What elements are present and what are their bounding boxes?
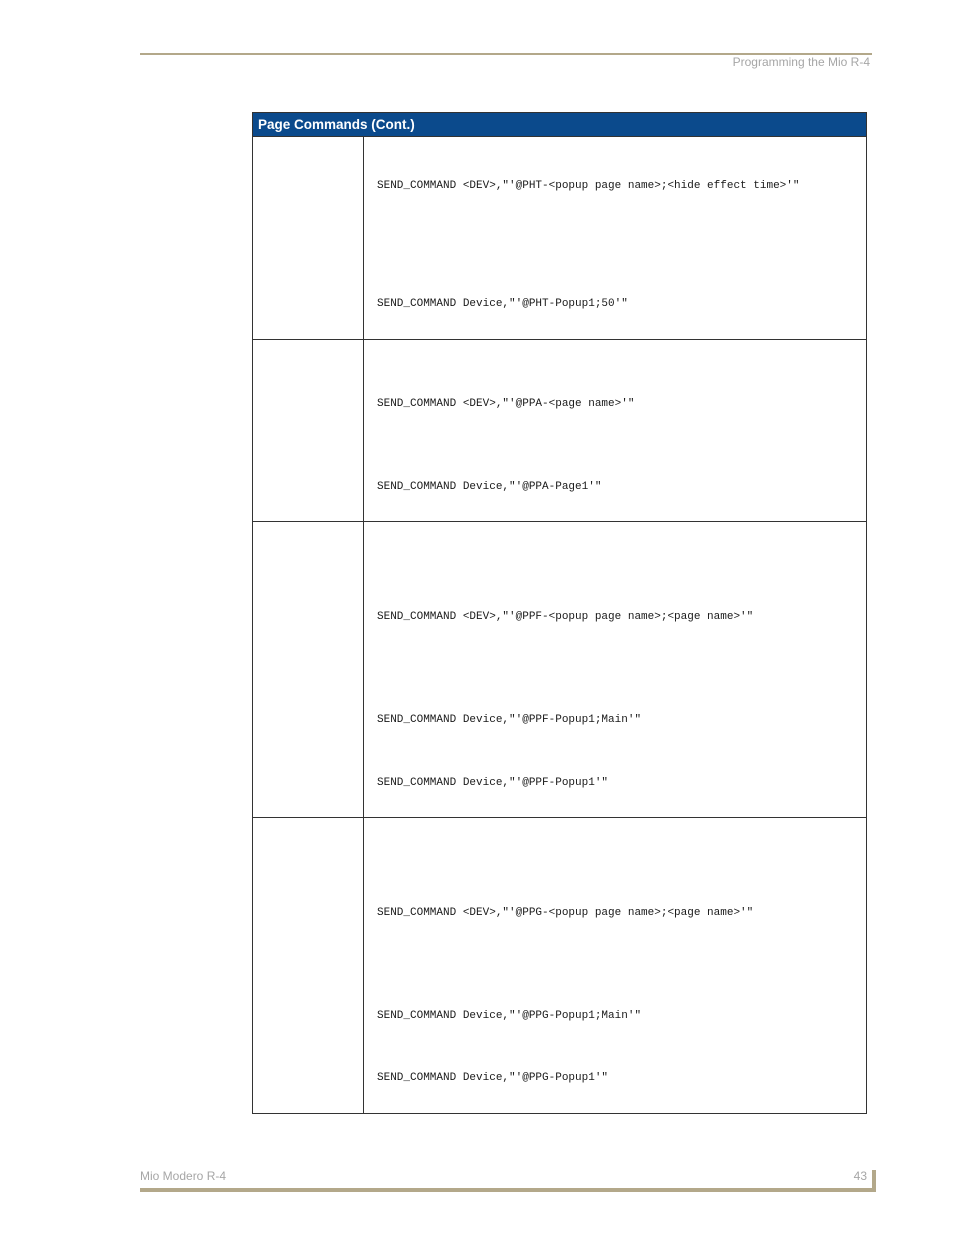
page-commands-table	[252, 112, 867, 1114]
table-row	[253, 340, 867, 522]
command-name-cell	[253, 340, 364, 522]
example-line: SEND_COMMAND Device,"'@PPG-Popup1;Main'"	[377, 1010, 642, 1022]
example-line: SEND_COMMAND Device,"'@PPF-Popup1;Main'"	[377, 714, 642, 726]
command-name-cell	[253, 522, 364, 818]
command-detail-cell	[364, 818, 867, 1114]
syntax-line: SEND_COMMAND <DEV>,"'@PPG-<popup page name>;<page name>'"	[377, 907, 754, 919]
footer-product-name: Mio Modero R-4	[140, 1169, 227, 1183]
example-line: SEND_COMMAND Device,"'@PHT-Popup1;50'"	[377, 298, 628, 310]
table-header-row	[253, 113, 867, 137]
command-name-cell	[253, 137, 364, 340]
page-number: 43	[853, 1169, 867, 1183]
example-line: SEND_COMMAND Device,"'@PPF-Popup1'"	[377, 777, 609, 789]
table-row	[253, 818, 867, 1114]
syntax-line: SEND_COMMAND <DEV>,"'@PPF-<popup page name>;<page name>'"	[377, 611, 754, 623]
example-line: SEND_COMMAND Device,"'@PPG-Popup1'"	[377, 1072, 609, 1084]
table-title: Page Commands (Cont.)	[253, 113, 867, 137]
command-detail-cell	[364, 137, 867, 340]
table-row	[253, 522, 867, 818]
syntax-line: SEND_COMMAND <DEV>,"'@PPA-<page name>'"	[377, 398, 635, 410]
running-header: Programming the Mio R-4	[732, 55, 870, 69]
table-row	[253, 137, 867, 340]
command-detail-cell	[364, 522, 867, 818]
footer-rule	[140, 1188, 876, 1192]
syntax-line: SEND_COMMAND <DEV>,"'@PHT-<popup page name>;<hide effect time>'"	[377, 180, 800, 192]
command-detail-cell	[364, 340, 867, 522]
command-name-cell	[253, 818, 364, 1114]
example-line: SEND_COMMAND Device,"'@PPA-Page1'"	[377, 481, 602, 493]
